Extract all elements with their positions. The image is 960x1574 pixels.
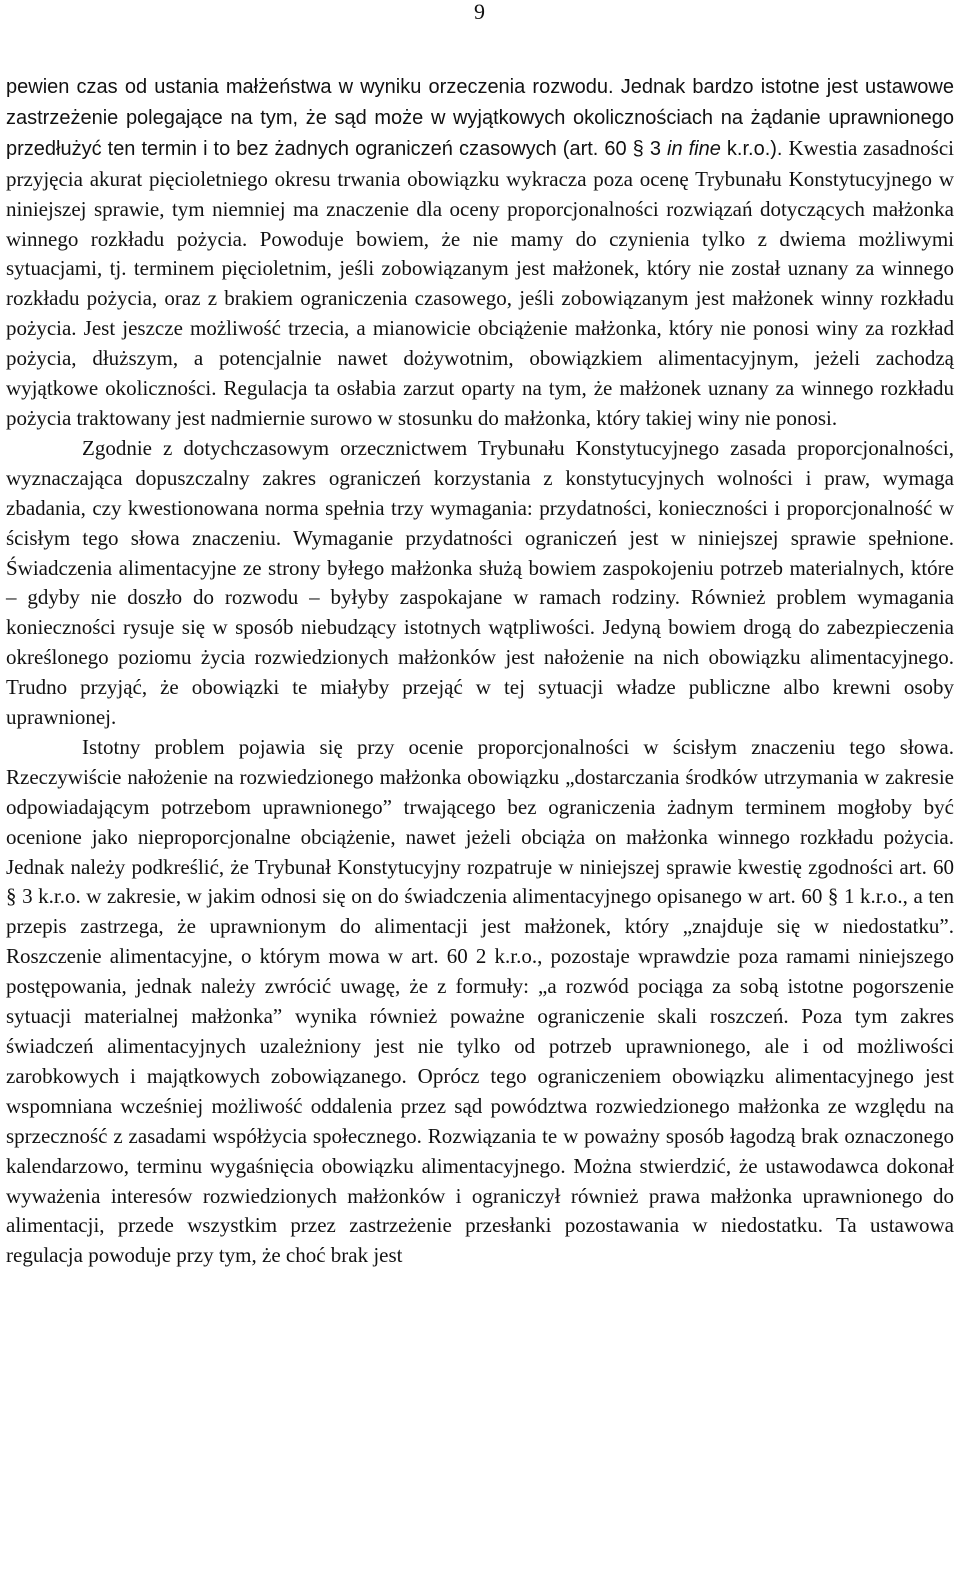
paragraph-1-serif-text: Kwestia zasadności przyjęcia akurat pięcioletniego okresu trwania obowiązku wykracza poza ocenę Trybunału Konstytucyjnego w niniejszej sprawie, tym niemniej ma znaczenie dla oceny proporcjonalności rozwiązań dotyczących małżonka winnego rozkładu pożycia. Powoduje bowiem, że nie mamy do czynienia tylko z dwiema możliwymi sytuacjami, tj. terminem pięcioletnim, jeśli zobowiązanym jest małżonek, który nie został uznany za winnego rozkładu pożycia, oraz z brakiem ograniczenia czasowego, jeśli zobowiązanym jest małżonek winny rozkładu pożycia. Jest jeszcze możliwość trzecia, a mianowicie obciążenie małżonka, który nie ponosi winy za rozkład pożycia, dłuższym, a potencjalnie nawet dożywotnim, obowiązkiem alimentacyjnym, jeżeli zachodzą wyjątkowe okoliczności. Regulacja ta osłabia zarzut oparty na tym, że małżonek uznany za winnego rozkładu pożycia traktowany jest nadmiernie surowo w stosunku do małżonka, który takiej winy nie ponosi.: [6, 135, 955, 430]
paragraph-3: [6, 733, 954, 1271]
paragraph-2: [6, 434, 954, 733]
document-body: [6, 72, 954, 1271]
page-number: 9: [474, 0, 485, 24]
paragraph-2-text: Zgodnie z dotychczasowym orzecznictwem Trybunału Konstytucyjnego zasada proporcjonalności, wyznaczająca dopuszczalny zakres ograniczeń korzystania z konstytucyjnych wolności i praw, wymaga zbadania, czy kwestionowana norma spełnia trzy wymagania: przydatności, konieczności i proporcjonalność w ścisłym tego słowa znaczeniu. Wymaganie przydatności ograniczeń jest w niniejszej sprawie spełnione. Świadczenia alimentacyjne ze strony byłego małżonka służą bowiem zaspokojeniu potrzeb materialnych, które – gdyby nie doszło do rozwodu – byłyby zaspokajane w ramach rodziny. Również problem wymagania konieczności rysuje się w sposób niebudzący istotnych wątpliwości. Jedyną bowiem drogą do zabezpieczenia określonego poziomu życia rozwiedzionych małżonków jest nałożenie na nich obowiązku alimentacyjnego. Trudno przyjąć, że obowiązki te miałyby przejąć w tej sytuacji władze publiczne albo krewni osoby uprawnionej.: [6, 435, 954, 730]
paragraph-3-text: Istotny problem pojawia się przy ocenie proporcjonalności w ścisłym znaczeniu tego słowa. Rzeczywiście nałożenie na rozwiedzionego małżonka obowiązku „dostarczania środków utrzymania w zakresie odpowiadającym potrzebom uprawnionego” trwającego bez ograniczenia żadnym terminem mogłoby być ocenione jako nieproporcjonalne obciążenie, nawet jeżeli obciąża on małżonka winnego rozkładu pożycia. Jednak należy podkreślić, że Trybunał Konstytucyjny rozpatruje w niniejszej sprawie kwestię zgodności art. 60 § 3 k.r.o. w zakresie, w jakim odnosi się on do świadczenia alimentacyjnego opisanego w art. 60 § 1 k.r.o., a ten przepis zastrzega, że uprawnionym do alimentacji jest małżonek, który „znajduje się w niedostatku”. Roszczenie alimentacyjne, o którym mowa w art. 60 2 k.r.o., pozostaje wprawdzie poza ramami niniejszego postępowania, jednak należy zwrócić uwagę, że z formuły: „a rozwód pociąga za sobą istotne pogorszenie sytuacji materialnej małżonka” wynika również poważne ograniczenie skali roszczeń. Poza tym zakres świadczeń alimentacyjnych uzależniony jest nie tylko od potrzeb uprawnionego, ale i od możliwości zarobkowych i majątkowych zobowiązanego. Oprócz tego ograniczeniem obowiązku alimentacyjnego jest wspomniana wcześniej możliwość oddalenia przez sąd powództwa rozwiedzionego małżonka ze względu na sprzeczność z zasadami współżycia społecznego. Rozwiązania te w poważny sposób łagodzą brak oznaczonego kalendarzowo, terminu wygaśnięcia obowiązku alimentacyjnego. Można stwierdzić, że ustawodawca dokonał wyważenia interesów rozwiedzionych małżonków i ograniczył również prawa małżonka uprawnionego do alimentacji, przede wszystkim przez zastrzeżenie przesłanki pozostawania w niedostatku. Ta ustawowa regulacja powoduje przy tym, że choć brak jest: [6, 734, 954, 1268]
paragraph-1: [6, 72, 954, 434]
paragraph-1-citation: k.r.o.).: [720, 137, 789, 160]
paragraph-1-sans-text: pewien czas od ustania małżeństwa w wyniku orzeczenia rozwodu. Jednak bardzo istotne jest ustawowe zastrzeżenie polegające na tym, że sąd może w wyjątkowych okolicznościach na żądanie uprawnionego przedłużyć ten termin i to bez żadnych ograniczeń czasowych (art. 60 § 3: [6, 76, 954, 160]
in-fine-italic: in fine: [667, 137, 721, 160]
